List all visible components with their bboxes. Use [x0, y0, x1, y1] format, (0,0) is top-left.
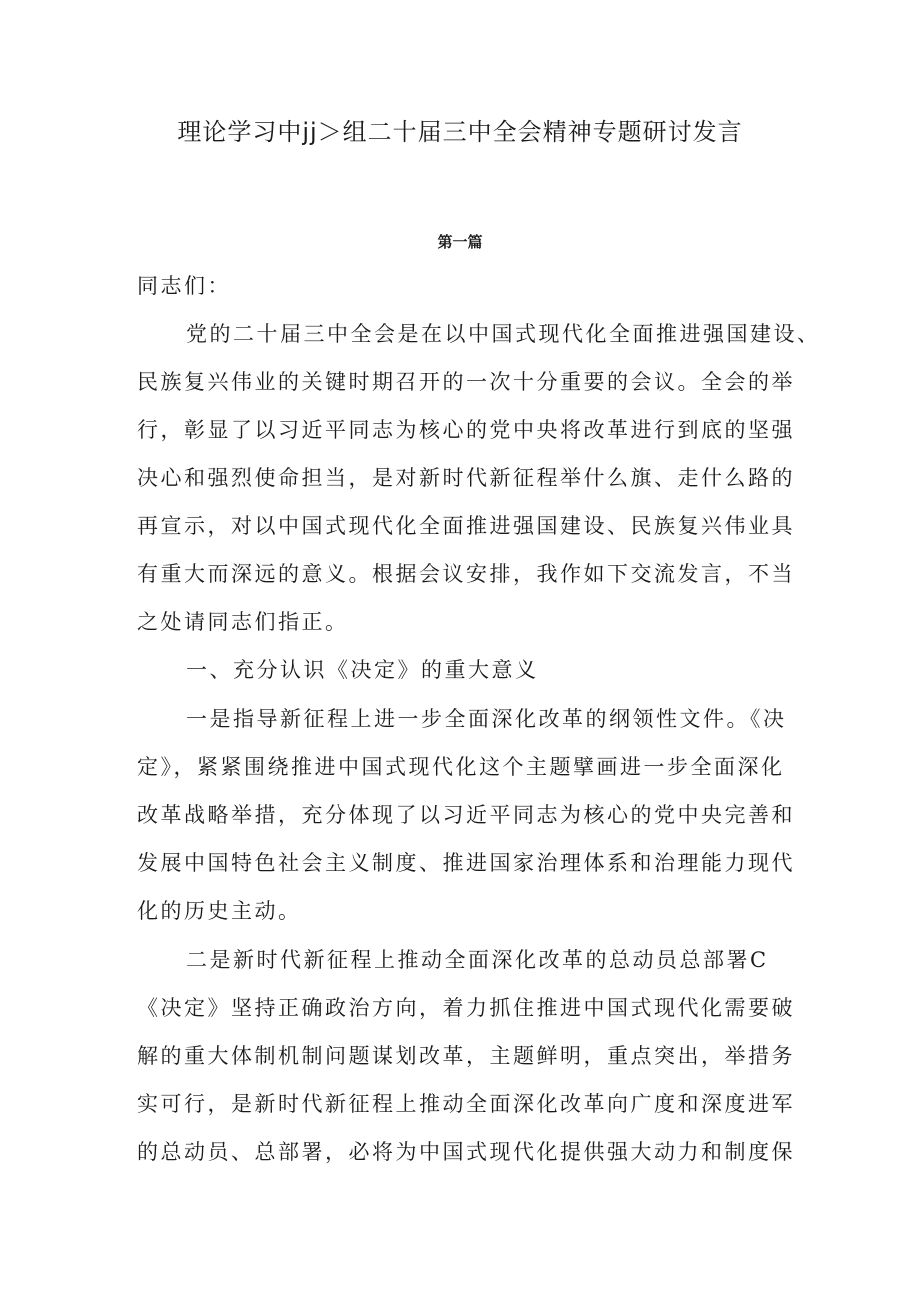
document-title: 理论学习中jj＞组二十届三中全会精神专题研讨发言 — [177, 118, 743, 146]
paragraph-line: 再宣示，对以中国式现代化全面推进强国建设、民族复兴伟业具 — [137, 514, 795, 538]
paragraph-line: 决心和强烈使命担当，是对新时代新征程举什么旗、走什么路的 — [137, 466, 795, 490]
paragraph-line: 一是指导新征程上进一步全面深化改革的纲领性文件。《决 — [186, 707, 787, 731]
paragraph-line: 的总动员、总部署，必将为中国式现代化提供强大动力和制度保 — [137, 1140, 795, 1164]
section-label: 第一篇 — [437, 233, 483, 251]
paragraph-line: 化的历史主动。 — [137, 899, 302, 923]
salutation: 同志们： — [137, 274, 231, 298]
paragraph-line: 解的重大体制机制问题谋划改革，主题鲜明，重点突出，举措务 — [137, 1044, 795, 1068]
paragraph-line: 实可行，是新时代新征程上推动全面深化改革向广度和深度进军 — [137, 1092, 795, 1116]
paragraph-line: 有重大而深远的意义。根据会议安排，我作如下交流发言，不当 — [137, 562, 795, 586]
paragraph-line: 发展中国特色社会主义制度、推进国家治理体系和治理能力现代 — [137, 851, 795, 875]
section-heading: 一、充分认识《决定》的重大意义 — [186, 658, 539, 682]
paragraph-line: 党的二十届三中全会是在以中国式现代化全面推进强国建设、 — [186, 322, 821, 346]
paragraph-line: 之处请同志们指正。 — [137, 610, 349, 634]
paragraph-line: 改革战略举措，充分体现了以习近平同志为核心的党中央完善和 — [137, 803, 795, 827]
paragraph-line: 定》，紧紧围绕推进中国式现代化这个主题擘画进一步全面深化 — [137, 755, 785, 779]
paragraph-line: 行，彰显了以习近平同志为核心的党中央将改革进行到底的坚强 — [137, 418, 795, 442]
paragraph-line: 《决定》坚持正确政治方向，着力抓住推进中国式现代化需要破 — [137, 996, 795, 1020]
paragraph-line: 二是新时代新征程上推动全面深化改革的总动员总部署C — [186, 948, 769, 972]
paragraph-line: 民族复兴伟业的关键时期召开的一次十分重要的会议。全会的举 — [137, 370, 795, 394]
